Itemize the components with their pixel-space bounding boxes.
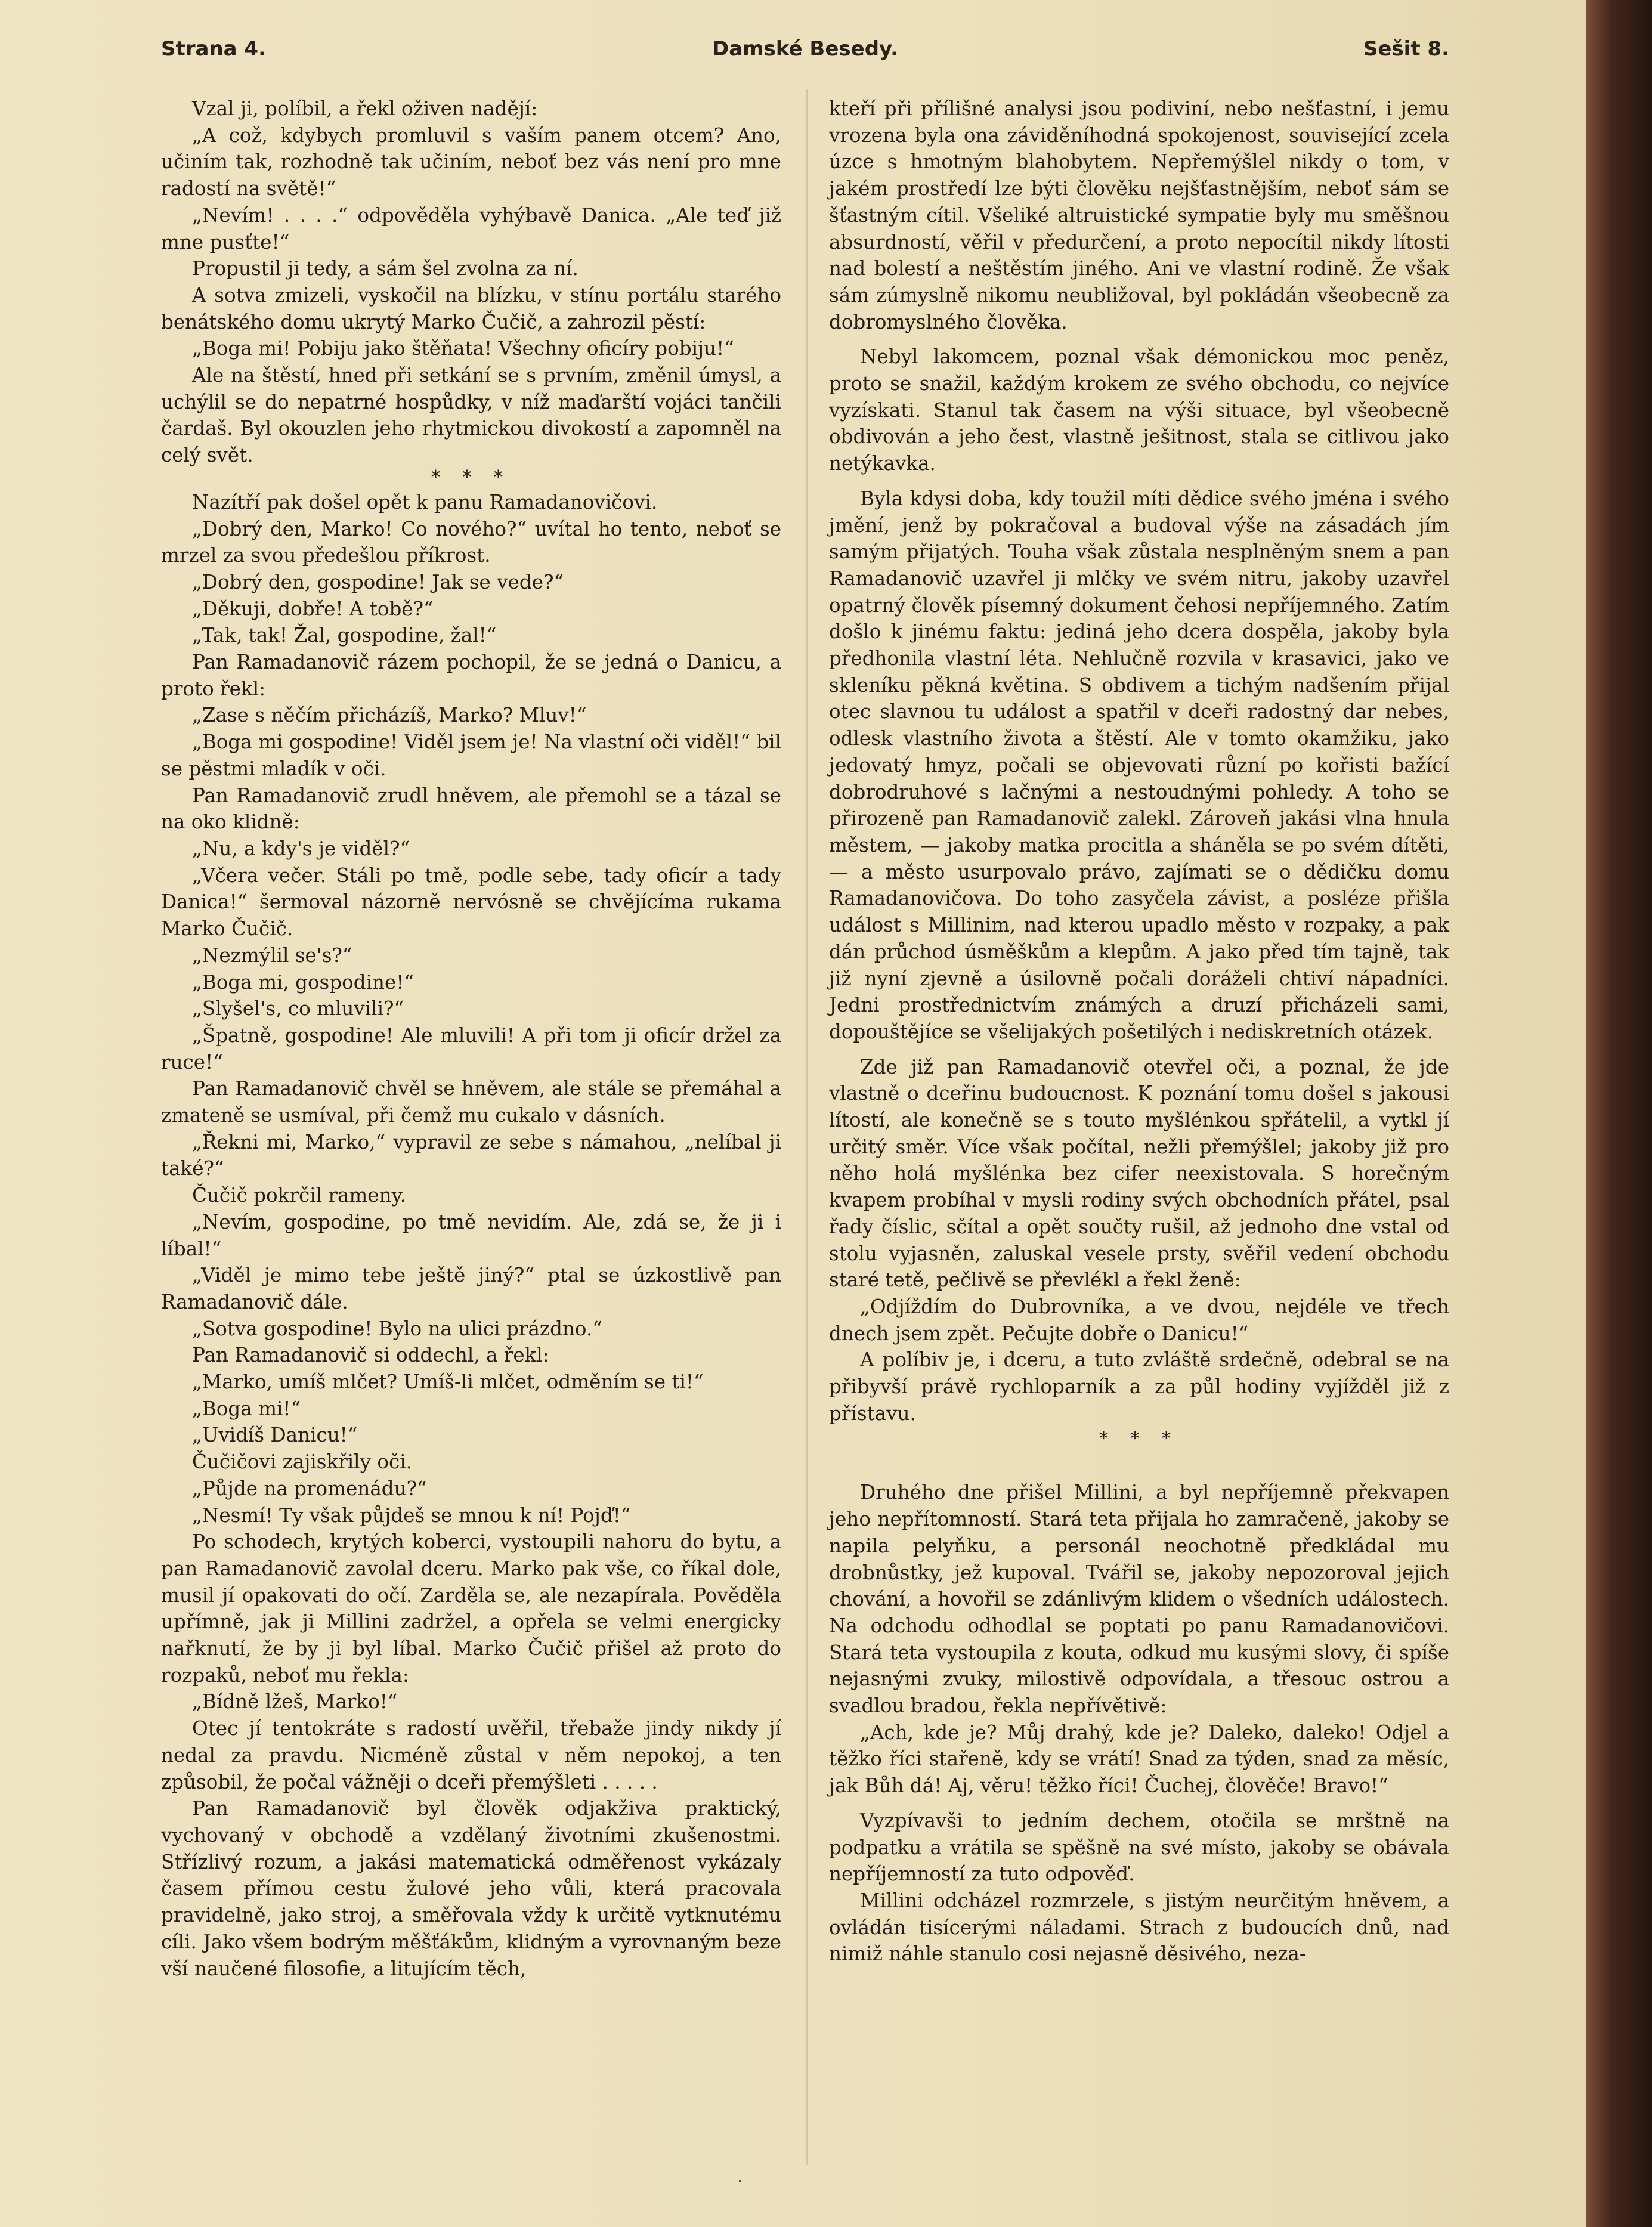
paragraph: „Dobrý den, gospodine! Jak se vede?“ — [192, 570, 564, 593]
paragraph: Propustil ji tedy, a sám šel zvolna za ní. — [192, 257, 578, 280]
left-column — [161, 95, 781, 1982]
paragraph: Pan Ramadanovič rázem pochopil, že se jedná o Danicu, a proto řekl: — [161, 651, 781, 700]
page-number: Strana 4. — [161, 37, 267, 61]
paragraph: „Viděl je mimo tebe ještě jiný?“ ptal se úzkostlivě pan Ramadanovič dále. — [161, 1264, 781, 1313]
paragraph: „Řekni mi, Marko,“ vypravil ze sebe s námahou, „nelíbal ji také?“ — [161, 1130, 781, 1180]
paragraph: „Nezmýlil se's?“ — [192, 944, 352, 967]
paragraph: Nebyl lakomcem, poznal však démonickou moc peněz, proto se snažil, každým krokem ze svého obchodu, co nejvíce vyzískati. Stanul tak časem na výši situace, byl všeobecně obdivován a jeho čest, vlastně ješitnost, stala se citlivou jako netýkavka. — [829, 345, 1449, 475]
paragraph: Čučič pokrčil rameny. — [192, 1184, 406, 1207]
section-separator: * * * — [1099, 1428, 1180, 1450]
paragraph: „Včera večer. Stáli po tmě, podle sebe, tady oficír a tady Danica!“ šermoval názorně nervósně se chvějícíma rukama Marko Čučič. — [161, 864, 781, 941]
paragraph: Po schodech, krytých koberci, vystoupili nahoru do bytu, a pan Ramadanovič zavolal dceru. Marko pak vše, co říkal dole, musil jí opakovati do očí. Zarděla se, ale nezapírala. Pověděla upřímně, jak ji Millini zadržel, a opřela se velmi energicky nařknutí, že by ji byl líbal. Marko Čučič přišel až proto do rozpaků, neboť mu řekla: — [161, 1530, 781, 1687]
paragraph: „Marko, umíš mlčet? Umíš-li mlčet, odměním se ti!“ — [192, 1371, 704, 1394]
footer-mark: . — [737, 2166, 743, 2187]
paragraph: kteří při přílišné analysi jsou podiviní, nebo nešťastní, i jemu vrozena byla ona záviděníhodná spokojenost, související zcela úzce s hmotným blahobytem. Nepřemýšlel nikdy o tom, v jakém prostředí lze býti člověku nejšťastnějším, neboť sám se šťastným cítil. Všeliké altruistické sympatie byly mu směšnou absurdností, věřil v předurčení, a proto nepocítil nikdy lítosti nad bolestí a neštěstím jiného. Ani ve vlastní rodině. Že však sám zúmyslně nikomu neubližoval, byl pokládán všeobecně za dobromyslného člověka. — [829, 97, 1449, 333]
paragraph: Nazítří pak došel opět k panu Ramadanovičovi. — [192, 490, 658, 514]
paragraph: Vyzpívavši to jedním dechem, otočila se mrštně na podpatku a vrátila se spěšně na své místo, jakoby se obávala nepříjemností za tuto odpověď. — [829, 1809, 1449, 1886]
paragraph: Čučičovi zajiskřily oči. — [192, 1450, 412, 1474]
paragraph: Pan Ramadanovič zrudl hněvem, ale přemohl se a tázal se na oko klidně: — [161, 784, 781, 834]
paragraph: „Odjíždím do Dubrovníka, a ve dvou, nejdéle ve třech dnech jsem zpět. Pečujte dobře o Danicu!“ — [829, 1295, 1449, 1345]
paragraph: „Nevím, gospodine, po tmě nevidím. Ale, zdá se, že ji i líbal!“ — [161, 1210, 781, 1260]
paragraph: Pan Ramadanovič byl člověk odjakživa praktický, vychovaný v obchodě a vzdělaný životními zkušenostmi. Střízlivý rozum, a jakási matematická odměřenost vykázaly časem přímou cestu žulové jeho vůli, která pracovala pravidelně, jako stroj, a směřovala vždy k určitě vytknutému cíli. Jako všem bodrým měšťákům, klidným a vyrovnaným beze vší naučené filosofie, a litujícím těch, — [161, 1797, 781, 1980]
paragraph: „Nu, a kdy's je viděl?“ — [192, 837, 410, 860]
paragraph: Pan Ramadanovič si oddechl, a řekl: — [192, 1344, 549, 1367]
paragraph: „Sotva gospodine! Bylo na ulici prázdno.“ — [192, 1317, 602, 1340]
paragraph: „Nevím! . . . .“ odpověděla vyhýbavě Danica. „Ale teď již mne pusťte!“ — [161, 203, 781, 253]
paragraph: Druhého dne přišel Millini, a byl nepříjemně překvapen jeho nepřítomností. Stará teta přijala ho zamračeně, jakoby se napila pelyňku, a personál neochotně předkládal mu drobnůstky, jež kupoval. Tvářil se, jakoby nepozoroval jejich chování, a hovořil se zdánlivým klidem o všedních událostech. Na odchodu odhodlal se poptati po panu Ramadanovičovi. Stará teta vystoupila z kouta, odkud mu kusými slovy, či spíše nejasnými zvuky, milostivě odpovídala, a třesouc ostrou a svadlou bradou, řekla nepřívětivě: — [829, 1481, 1449, 1718]
issue-number: Sešit 8. — [1363, 37, 1449, 61]
paragraph: „Boga mi, gospodine!“ — [192, 970, 414, 994]
paragraph: „Slyšel's, co mluvili?“ — [192, 997, 404, 1020]
right-column — [829, 95, 1449, 1968]
paragraph: „Nesmí! Ty však půjdeš se mnou k ní! Pojď!“ — [192, 1504, 631, 1527]
paragraph: „Děkuji, dobře! A tobě?“ — [192, 597, 434, 620]
paragraph: „Zase s něčím přicházíš, Marko? Mluv!“ — [192, 704, 587, 727]
paragraph: A políbiv je, i dceru, a tuto zvláště srdečně, odebral se na přibyvší právě rychloparník a za půl hodiny vyjížděl již z přístavu. — [829, 1348, 1449, 1425]
paragraph: „Špatně, gospodine! Ale mluvili! A při tom ji oficír držel za ruce!“ — [161, 1023, 781, 1074]
paragraph: „Boga mi gospodine! Viděl jsem je! Na vlastní oči viděl!“ bil se pěstmi mladík v oči. — [161, 731, 781, 780]
paragraph: Zde již pan Ramadanovič otevřel oči, a poznal, že jde vlastně o dceřinu budoucnost. K poznání tomu došel s jakousi lítostí, ale konečně se s touto myšlénkou spřátelil, a vytkl jí určitý směr. Více však počítal, nežli přemýšlel; jakoby již pro něho holá myšlénka bez cifer neexistovala. S horečným kvapem probíhal v mysli rodiny svých obchodních přátel, psal řady číslic, sčítal a opět součty rušil, až jednoho dne vstal od stolu vyjasněn, zaluskal vesele prsty, svěřil vedení obchodu staré tetě, pečlivě se převlékl a řekl ženě: — [829, 1055, 1449, 1292]
column-divider — [806, 89, 808, 2165]
book-binding-edge — [1586, 0, 1652, 2227]
section-separator: * * * — [431, 466, 512, 488]
paragraph: A sotva zmizeli, vyskočil na blízku, v stínu portálu starého benátského domu ukrytý Marko Čučič, a zahrozil pěstí: — [161, 283, 781, 333]
paragraph: „Bídně lžeš, Marko!“ — [192, 1690, 398, 1713]
paragraph: „Uvidíš Danicu!“ — [192, 1424, 358, 1447]
paragraph: Vzal ji, políbil, a řekl oživen nadějí: — [192, 97, 538, 120]
paragraph: Pan Ramadanovič chvěl se hněvem, ale stále se přemáhal a zmateně se usmíval, při čemž mu cukalo v dásních. — [161, 1077, 781, 1127]
paragraph: Ale na štěstí, hned při setkání se s prvním, změnil úmysl, a uchýlil se do nepatrné hospůdky, v níž maďarští vojáci tančili čardaš. Byl okouzlen jeho rhytmickou divokostí a zapomněl na celý svět. — [161, 364, 781, 467]
paragraph: Otec jí tentokráte s radostí uvěřil, třebaže jindy nikdy jí nedal za pravdu. Nicméně zůstal v něm nepokoj, a ten způsobil, že počal vážněji o dceři přemýšleti . . . . . — [161, 1717, 781, 1793]
paragraph: „A což, kdybych promluvil s vaším panem otcem? Ano, učiním tak, rozhodně tak učiním, neboť bez vás není pro mne radostí na světě!“ — [161, 123, 781, 200]
publication-title: Damské Besedy. — [712, 37, 898, 61]
paragraph: Millini odcházel rozmrzele, s jistým neurčitým hněvem, a ovládán tisícerými náladami. Strach z budoucích dnů, nad nimiž náhle stanulo cosi nejasně děsivého, neza- — [829, 1889, 1449, 1966]
paragraph: „Dobrý den, Marko! Co nového?“ uvítal ho tento, neboť se mrzel za svou předešlou příkrost. — [161, 517, 781, 567]
paragraph: „Boga mi! Pobiju jako štěňata! Všechny oficíry pobiju!“ — [192, 337, 734, 360]
paragraph: „Půjde na promenádu?“ — [192, 1477, 427, 1500]
paragraph: „Tak, tak! Žal, gospodine, žal!“ — [192, 624, 497, 647]
paragraph: „Ach, kde je? Můj drahý, kde je? Daleko, daleko! Odjel a těžko říci stařeně, kdy se vrátí! Snad za týden, snad za měsíc, jak Bůh dá! Aj, věru! těžko říci! Čuchej, člověče! Bravo!“ — [829, 1721, 1449, 1798]
page-header — [161, 37, 1449, 73]
paragraph: Byla kdysi doba, kdy toužil míti dědice svého jména i svého jmění, jenž by pokračoval a budoval výše na zásadách jím samým přijatých. Touha však zůstala nesplněným snem a pan Ramadanovič uzavřel ji mlčky ve svém nitru, jakoby uzavřel opatrný člověk písemný dokument čehosi nepříjemného. Zatím došlo k jinému faktu: jediná jeho dcera dospěla, jakoby byla předhonila vlastní léta. Nehlučně rozvila v krasavici, jako ve skleníku pěkná květina. S obdivem a tichým nadšením přijal otec slavnou tu událost a spatřil v dceři radostný dar nebes, odlesk vlastního života a štěstí. Ale v tomto okamžiku, jako jedovatý hmyz, počali se objevovati různí po kořisti bažící dobrodruhové s lačnými a nestoudnými pohledy. A toho se přirozeně pan Ramadanovič zalekl. Zároveň jakási vlna hnula městem, — jakoby matka procitla a sháněla se po svém dítěti, — a město usurpovalo právo, zajímati se o dědičku domu Ramadanovičova. Do toho zasyčela závist, a posléze přišla událost s Millinim, nad kterou upadlo město v rozpaky, a pak dán průchod úsměškům a klepům. A jako před tím tajně, tak již nyní zjevně a úsilovně počali doráželi chtiví nápadníci. Jedni prostřednictvím známých a druzí přicházeli sami, dopouštějíce se všelijakých pošetilých i nediskretních otázek. — [829, 487, 1449, 1043]
paragraph: „Boga mi!“ — [192, 1397, 301, 1420]
